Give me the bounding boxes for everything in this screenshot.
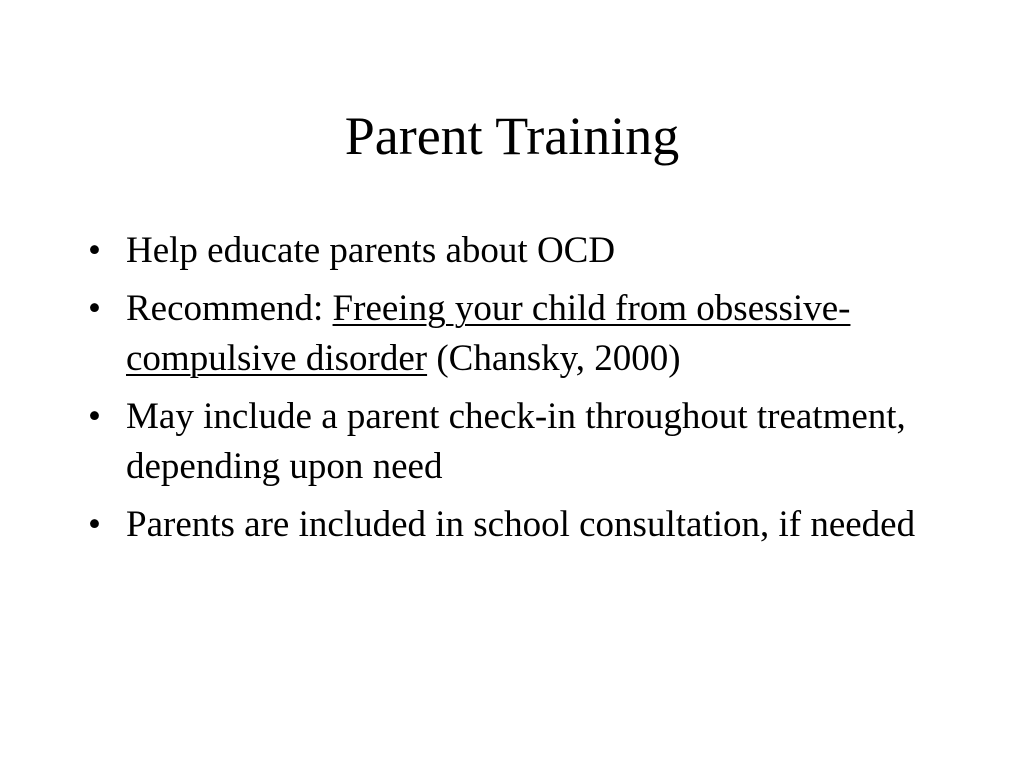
bullet-item-school bbox=[88, 500, 948, 550]
bullet-icon: • bbox=[88, 288, 101, 329]
bullet-icon: • bbox=[88, 396, 101, 437]
bullet-list bbox=[88, 226, 948, 558]
bullet-text-prefix: Recommend: bbox=[126, 288, 333, 329]
book-title: Freeing your child from obsessive-compulsive disorder bbox=[126, 288, 851, 379]
bullet-text: May include a parent check-in throughout treatment, depending upon need bbox=[126, 396, 906, 487]
bullet-text-suffix: (Chansky, 2000) bbox=[427, 338, 681, 379]
bullet-item-check-in bbox=[88, 392, 948, 492]
bullet-icon: • bbox=[88, 504, 101, 545]
bullet-item-recommend bbox=[88, 284, 948, 384]
slide-title: Parent Training bbox=[344, 106, 680, 166]
bullet-text: Help educate parents about OCD bbox=[126, 230, 616, 271]
bullet-text: Parents are included in school consultation, if needed bbox=[126, 504, 916, 545]
bullet-item-educate bbox=[88, 226, 948, 276]
bullet-icon: • bbox=[88, 230, 101, 271]
